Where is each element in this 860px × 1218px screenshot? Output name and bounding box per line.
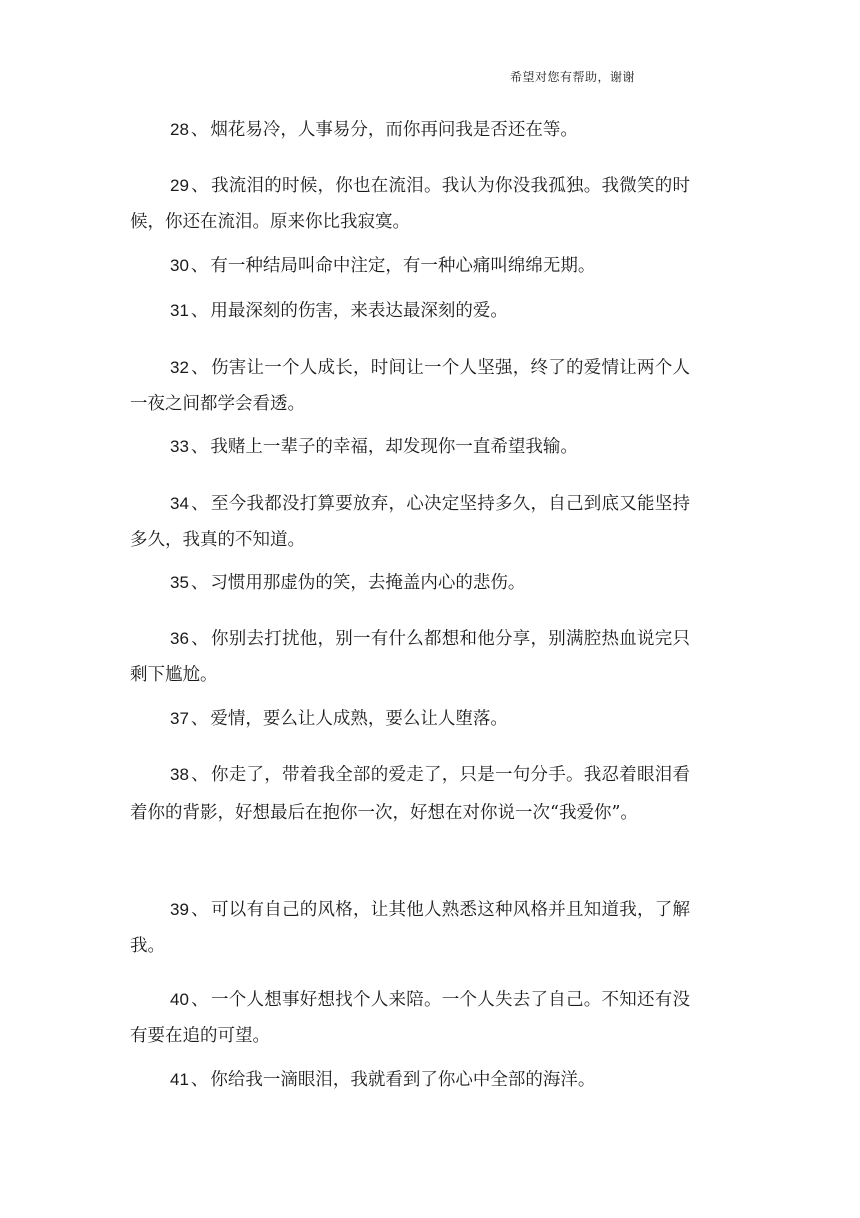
entry-separator: 、 — [190, 573, 209, 593]
entry-text: 爱情，要么让人成熟，要么让人堕落。 — [210, 709, 508, 729]
entry-37 — [130, 701, 690, 737]
entry-number: 32 — [170, 358, 189, 377]
entry-number: 38 — [170, 765, 189, 784]
entry-31 — [130, 293, 690, 329]
entry-separator: 、 — [190, 120, 209, 140]
entry-separator: 、 — [190, 629, 209, 649]
entry-number: 37 — [170, 709, 189, 728]
entry-text: 烟花易冷，人事易分，而你再问我是否还在等。 — [210, 120, 578, 140]
entry-40 — [130, 982, 690, 1054]
entry-41 — [130, 1062, 690, 1098]
entry-text: 用最深刻的伤害，来表达最深刻的爱。 — [210, 301, 508, 321]
entry-number: 31 — [170, 301, 189, 320]
entry-separator: 、 — [190, 301, 209, 321]
entry-number: 30 — [170, 256, 189, 275]
entry-separator: 、 — [190, 1070, 209, 1090]
entry-separator: 、 — [190, 709, 209, 729]
entry-text: 可以有自己的风格，让其他人熟悉这种风格并且知道我，了解我。 — [130, 900, 691, 956]
entry-29 — [130, 168, 690, 240]
entry-number: 35 — [170, 573, 189, 592]
entry-number: 33 — [170, 437, 189, 456]
entry-number: 36 — [170, 629, 189, 648]
entry-number: 28 — [170, 120, 189, 139]
entry-text: 你给我一滴眼泪，我就看到了你心中全部的海洋。 — [210, 1070, 596, 1090]
entry-text: 我赌上一辈子的幸福，却发现你一直希望我输。 — [210, 437, 578, 457]
entry-28 — [130, 112, 690, 148]
entry-number: 41 — [170, 1070, 189, 1089]
entry-text: 我流泪的时候，你也在流泪。我认为你没我孤独。我微笑的时候，你还在流泪。原来你比我寂寞。 — [130, 176, 691, 232]
entry-text: 习惯用那虚伪的笑，去掩盖内心的悲伤。 — [210, 573, 526, 593]
entry-30 — [130, 248, 690, 284]
entry-separator: 、 — [190, 494, 209, 514]
entry-separator: 、 — [190, 176, 209, 196]
entry-36 — [130, 621, 690, 693]
entry-text: 你别去打扰他，别一有什么都想和他分享，别满腔热血说完只剩下尴尬。 — [130, 629, 691, 685]
entry-39 — [130, 892, 690, 964]
header-note: 希望对您有帮助，谢谢 — [510, 70, 636, 84]
entry-text: 一个人想事好想找个人来陪。一个人失去了自己。不知还有没有要在追的可望。 — [130, 990, 691, 1046]
entry-text: 至今我都没打算要放弃，心决定坚持多久，自己到底又能坚持多久，我真的不知道。 — [130, 494, 691, 550]
entry-number: 34 — [170, 494, 189, 513]
entry-text: 有一种结局叫命中注定，有一种心痛叫绵绵无期。 — [210, 256, 596, 276]
entry-33 — [130, 429, 690, 465]
entry-separator: 、 — [190, 765, 209, 785]
entry-35 — [130, 565, 690, 601]
entry-number: 29 — [170, 176, 189, 195]
entry-text: 伤害让一个人成长，时间让一个人坚强，终了的爱情让两个人一夜之间都学会看透。 — [130, 358, 691, 414]
entry-32 — [130, 350, 690, 422]
entry-number: 40 — [170, 990, 189, 1009]
entry-separator: 、 — [190, 900, 209, 920]
entry-text: 你走了，带着我全部的爱走了，只是一句分手。我忍着眼泪看着你的背影，好想最后在抱你一次，好想在对你说一次“我爱你”。 — [130, 765, 691, 823]
entry-separator: 、 — [190, 358, 209, 378]
entry-separator: 、 — [190, 437, 209, 457]
entry-separator: 、 — [190, 990, 209, 1010]
entry-34 — [130, 486, 690, 558]
entry-number: 39 — [170, 900, 189, 919]
entry-separator: 、 — [190, 256, 209, 276]
entry-38 — [130, 756, 690, 832]
